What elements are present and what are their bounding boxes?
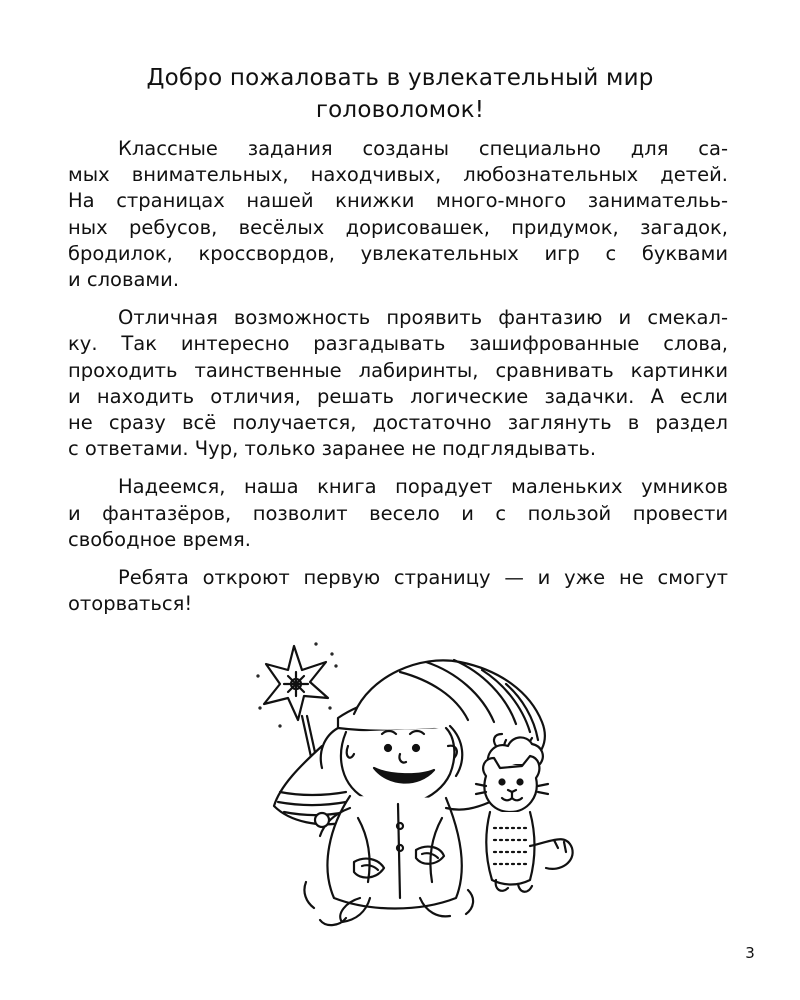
- body-text: [68, 136, 728, 629]
- text-line: Надеемся, наша книга порадует маленьких умников: [118, 475, 728, 499]
- magic-star-icon: [264, 646, 328, 720]
- text-line: с ответами. Чур, только заранее не подглядывать.: [68, 437, 597, 461]
- text-line: ных ребусов, весёлых дорисовашек, придумок, загадок,: [68, 215, 728, 239]
- text-line: свободное время.: [68, 527, 251, 551]
- paragraph-2: [68, 305, 728, 462]
- text-line: мых внимательных, находчивых, любознательных детей.: [68, 163, 728, 187]
- text-line: и словами.: [68, 268, 180, 292]
- title-line-1: Добро пожаловать в увлекательный мир: [146, 65, 654, 91]
- text-line: и находить отличия, решать логические задачки. А если: [68, 384, 728, 408]
- page-number: 3: [745, 944, 755, 962]
- wizard-girl-with-cat-icon: [250, 636, 590, 936]
- text-line: проходить таинственные лабиринты, сравнивать картинки: [68, 358, 728, 382]
- text-line: бродилок, кроссвордов, увлекательных игр с буквами: [68, 241, 728, 265]
- text-line: Ребята откроют первую страницу — и уже не смогут: [118, 566, 728, 590]
- text-line: Отличная возможность проявить фантазию и смекал-: [118, 306, 728, 330]
- text-line: На страницах нашей книжки много-много занимательь-: [68, 189, 728, 213]
- text-line: и фантазёров, позволит весело и с пользой провести: [68, 501, 728, 525]
- paragraph-4: [68, 565, 728, 617]
- text-line: оторваться!: [68, 592, 193, 616]
- paragraph-1: [68, 136, 728, 293]
- page-title: [120, 62, 680, 126]
- text-line: не сразу всё получается, достаточно заглянуть в раздел: [68, 411, 728, 435]
- cat-icon: [476, 734, 573, 892]
- title-line-2: головоломок!: [315, 97, 485, 123]
- text-line: ку. Так интересно разгадывать зашифрованные слова,: [68, 332, 728, 356]
- paragraph-3: [68, 474, 728, 553]
- text-line: Классные задания созданы специально для са-: [118, 137, 728, 160]
